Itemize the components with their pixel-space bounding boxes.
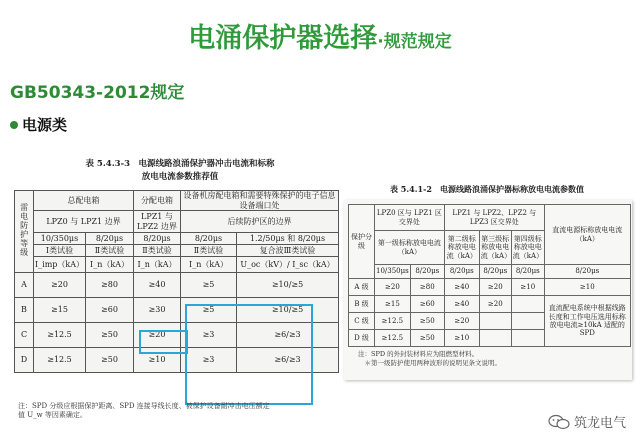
standard-label: GB50343-2012规定 <box>10 83 185 103</box>
col-header: 第一级标称放电电流（kA） <box>375 231 445 265</box>
waveform-cell: 1.2/50μs 和 8/20μs <box>237 233 339 245</box>
dc-note-cell: 直流配电系统中根据线路长度和工作电压选用标称放电电流≥10kA 适配的 SPD <box>544 296 630 347</box>
table-row: C ≥12.5 ≥50 ≥20 ≥3 ≥6/≥3 <box>15 323 339 348</box>
right-spd-table <box>348 204 631 347</box>
right-table-caption: 表 5.4.1-2 电源线路浪涌保护器标称放电电流参数值 <box>390 184 584 194</box>
waveform-cell: 8/20μs <box>86 233 134 245</box>
table-row: C 级 ≥12.5 ≥50 ≥20 <box>349 313 631 330</box>
table-row: D 级 ≥12.5 ≥50 ≥10 <box>349 330 631 347</box>
waveform-cell: 8/20μs <box>444 265 479 279</box>
table-row: A 级 ≥20 ≥80 ≥40 ≥20 ≥10 ≥10 <box>349 279 631 296</box>
bullet-text: 电源类 <box>22 116 68 134</box>
test-class-cell: Ⅱ类试验 <box>181 245 237 257</box>
param-cell: I_n（kA） <box>181 257 237 273</box>
test-class-cell: 复合波Ⅲ类试验 <box>237 245 339 257</box>
waveform-cell: 8/20μs <box>479 265 511 279</box>
param-cell: I_imp（kA） <box>34 257 86 273</box>
param-cell: I_n（kA） <box>134 257 181 273</box>
group-header: 设备机房配电箱和需要特殊保护的电子信息设备端口处 <box>181 191 339 211</box>
col-header: 第二级标称放电电流（kA） <box>444 231 479 265</box>
waveform-cell: 10/350μs <box>375 265 411 279</box>
waveform-cell: 8/20μs <box>410 265 444 279</box>
left-table-caption-1: 表 5.4.3-3 电源线路浪涌保护器冲击电流和标称 <box>85 159 275 169</box>
param-cell: U_oc（kV）/ I_sc（kA） <box>237 257 339 273</box>
test-class-cell: Ⅱ类试验 <box>86 245 134 257</box>
watermark <box>548 412 626 431</box>
zone-header: 直流电源标称放电电流（kA） <box>544 205 630 265</box>
test-class-cell: Ⅰ类试验 <box>34 245 86 257</box>
highlight-box <box>185 304 313 405</box>
param-cell: I_n（kA） <box>86 257 134 273</box>
zone-header: LPZ1 与 LPZ2 边界 <box>134 211 181 233</box>
left-table-caption-2: 放电电流参数推荐值 <box>141 172 219 182</box>
test-class-cell: Ⅱ类试验 <box>134 245 181 257</box>
title-subtitle: ·规范规定 <box>377 32 452 52</box>
waveform-cell: 8/20μs <box>511 265 544 279</box>
title-main: 电涌保护器选择 <box>188 23 378 54</box>
waveform-cell: 8/20μs <box>544 265 630 279</box>
watermark-text: 筑龙电气 <box>573 416 626 431</box>
zone-header: LPZ0 与 LPZ1 边界 <box>34 211 134 233</box>
table-row: B 级 ≥15 ≥60 ≥40 ≥20 直流配电系统中根据线路长度和工作电压选用标称放电电流≥10kA 适配的 SPD <box>349 296 631 313</box>
bullet-dot-icon <box>10 121 18 129</box>
bullet-item <box>10 114 67 135</box>
level-header: 雷电防护等级 <box>15 191 34 273</box>
zone-header: LPZ0 区与 LPZ1 区交界处 <box>375 205 445 231</box>
col-header: 第三级标称放电电流（kA） <box>479 231 511 265</box>
wechat-icon <box>548 414 570 430</box>
left-table-note: 注：SPD 分级应根据保护距离、SPD 连接导线长度、被保护设备耐冲击电压额定 值 U_w 等因素确定。 <box>18 402 270 420</box>
group-header: 总配电箱 <box>34 191 134 211</box>
table-row: B ≥15 ≥60 ≥30 ≥5 ≥10/≥5 <box>15 298 339 323</box>
zone-header: LPZ1 与 LPZ2、LPZ2 与 LPZ3 区交界处 <box>444 205 544 231</box>
waveform-cell: 10/350μs <box>34 233 86 245</box>
level-header: 保护分级 <box>349 205 375 279</box>
waveform-cell: 8/20μs <box>181 233 237 245</box>
waveform-cell: 8/20μs <box>134 233 181 245</box>
table-row: D ≥12.5 ≥50 ≥10 ≥3 ≥6/≥3 <box>15 348 339 373</box>
zone-header: 后续防护区的边界 <box>181 211 339 233</box>
right-table-note: 注：SPD 的外封装材料应为阻燃型材料。 ＊第一级防护使用两种波形的说明见条文说明。 <box>358 350 501 368</box>
slide-title <box>0 16 640 55</box>
highlight-box <box>139 330 188 354</box>
col-header: 第四级标称放电电流（kA） <box>511 231 544 265</box>
group-header: 分配电箱 <box>134 191 181 211</box>
table-row: A ≥20 ≥80 ≥40 ≥5 ≥10/≥5 <box>15 273 339 298</box>
